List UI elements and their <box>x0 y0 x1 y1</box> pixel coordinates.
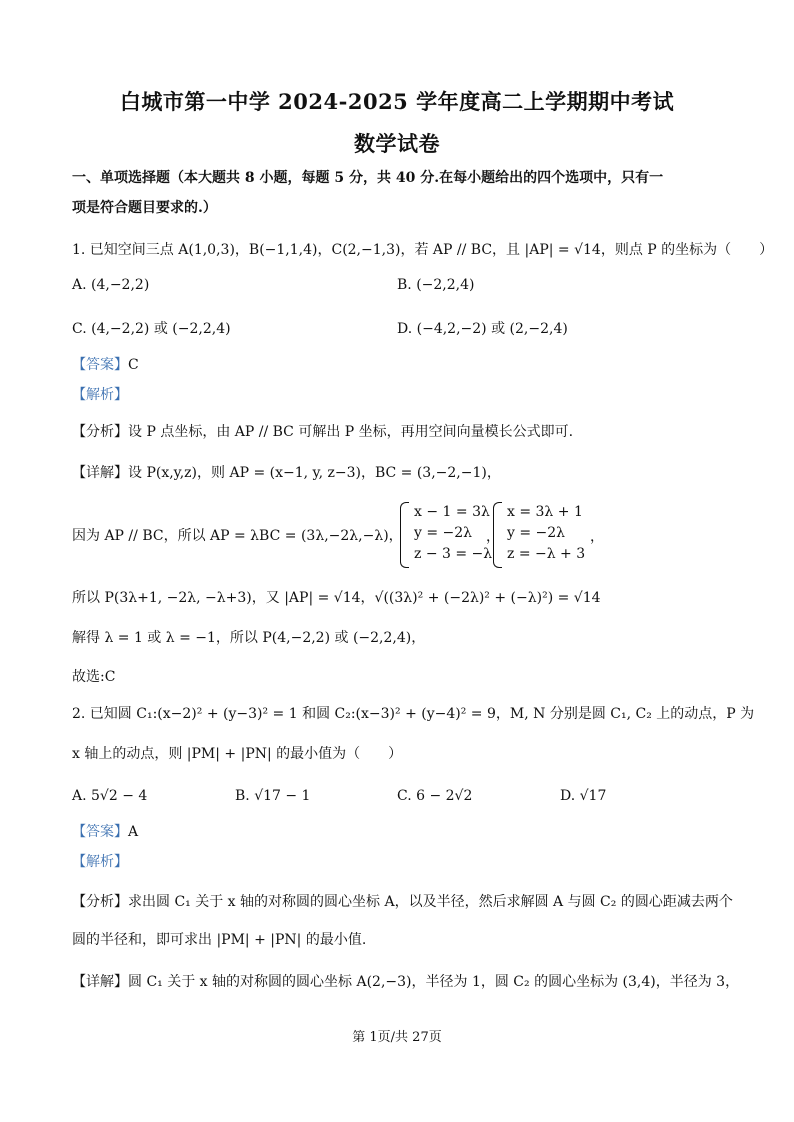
q2-answer-line <box>72 822 138 842</box>
q1-xiangjie-3: 所以 P(3λ+1, −2λ, −λ+3)，又 |AP| = √14，√((3λ)² + (−2λ)² + (−λ)²) = √14 <box>72 590 601 606</box>
q1-option-a: A. (4,−2,2) <box>72 277 150 293</box>
section-heading: 一、单项选择题（本大题共 8 小题，每题 5 分，共 40 分.在每小题给出的四个选项中，只有一 <box>72 170 664 186</box>
q1-analysis-label: 【解析】 <box>72 387 128 403</box>
equation-row: x − 1 = 3λ <box>414 504 490 520</box>
q2-stem: 2. 已知圆 C₁:(x−2)² + (y−3)² = 1 和圆 C₂:(x−3)² + (y−4)² = 9，M, N 分别是圆 C₁, C₂ 上的动点，P 为 <box>72 706 755 722</box>
equation-row: y = −2λ <box>507 525 566 541</box>
q1-option-c: C. (4,−2,2) 或 (−2,2,4) <box>72 321 231 337</box>
system-separator: ， <box>486 529 500 545</box>
q2-fenxi-text: 求出圆 C₁ 关于 x 轴的对称圆的圆心坐标 A，以及半径，然后求解圆 A 与圆 C₂ 的圆心距减去两个 <box>128 894 733 910</box>
equation-row: z − 3 = −λ <box>414 546 493 562</box>
q2-option-d: D. √17 <box>560 788 607 804</box>
q1-option-b: B. (−2,2,4) <box>397 277 475 293</box>
q1-xiangjie-2: 因为 AP // BC，所以 AP = λBC = (3λ,−2λ,−λ)， <box>72 528 403 544</box>
equation-row: z = −λ + 3 <box>507 546 586 562</box>
q1-xiangjie-1-text: 设 P(x,y,z)，则 AP = (x−1, y, z−3)，BC = (3,−2,−1)， <box>128 465 501 481</box>
q2-xiangjie-text: 圆 C₁ 关于 x 轴的对称圆的圆心坐标 A(2,−3)，半径为 1，圆 C₂ 的圆心坐标为 (3,4)，半径为 3， <box>128 974 740 990</box>
q1-xiangjie-1 <box>72 463 501 483</box>
q1-answer: C <box>128 357 139 373</box>
equation-system-1 <box>414 502 492 565</box>
page-title: 白城市第一中学 2024-2025 学年度高二上学期期中考试 <box>119 89 675 114</box>
q2-option-a: A. 5√2 − 4 <box>72 788 148 804</box>
q1-conclusion: 故选:C <box>72 669 116 685</box>
q1-xiangjie-4: 解得 λ = 1 或 λ = −1，所以 P(4,−2,2) 或 (−2,2,4)， <box>72 630 426 646</box>
fenxi-label: 【分析】 <box>72 424 128 440</box>
q1-stem: 1. 已知空间三点 A(1,0,3)，B(−1,1,4)，C(2,−1,3)，若 AP // BC，且 |AP| = √14，则点 P 的坐标为（ ） <box>72 242 774 258</box>
q2-fenxi <box>72 892 733 912</box>
left-brace <box>493 502 502 568</box>
q1-answer-line <box>72 355 139 375</box>
q2-option-c: C. 6 − 2√2 <box>397 788 473 804</box>
answer-label: 【答案】 <box>72 357 128 373</box>
left-brace <box>400 502 409 568</box>
page-subtitle: 数学试卷 <box>354 131 440 156</box>
equation-row: x = 3λ + 1 <box>507 504 583 520</box>
q2-stem-cont: x 轴上的动点，则 |PM| + |PN| 的最小值为（ ） <box>72 746 403 762</box>
q2-answer: A <box>128 824 139 840</box>
section-heading-cont: 项是符合题目要求的.） <box>72 200 217 216</box>
q2-fenxi-cont: 圆的半径和，即可求出 |PM| + |PN| 的最小值. <box>72 932 367 948</box>
q1-fenxi-text: 设 P 点坐标，由 AP // BC 可解出 P 坐标，再用空间向量模长公式即可. <box>128 424 574 440</box>
system-end: ， <box>590 529 604 545</box>
q1-option-d: D. (−4,2,−2) 或 (2,−2,4) <box>397 321 568 337</box>
xiangjie-label: 【详解】 <box>72 465 128 481</box>
fenxi-label: 【分析】 <box>72 894 128 910</box>
xiangjie-label: 【详解】 <box>72 974 128 990</box>
q2-xiangjie <box>72 972 739 992</box>
equation-row: y = −2λ <box>414 525 473 541</box>
q2-option-b: B. √17 − 1 <box>235 788 311 804</box>
answer-label: 【答案】 <box>72 824 128 840</box>
page-footer: 第 1页/共 27页 <box>352 1030 442 1045</box>
equation-system-2 <box>507 502 585 565</box>
q1-fenxi <box>72 422 573 442</box>
q2-analysis-label: 【解析】 <box>72 854 128 870</box>
